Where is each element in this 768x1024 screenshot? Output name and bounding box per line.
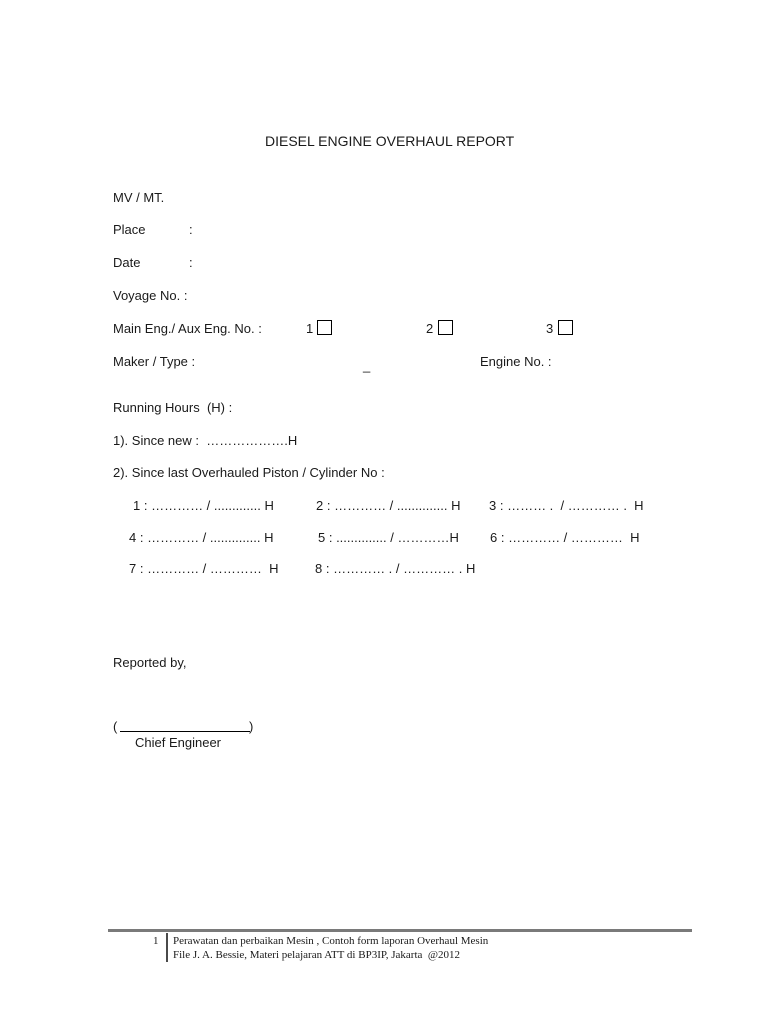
reported-by-label: Reported by, <box>113 655 187 670</box>
main-aux-eng-label: Main Eng./ Aux Eng. No. : <box>113 321 262 336</box>
engine-no-label: Engine No. : <box>480 354 552 369</box>
signature-open-paren: ( <box>113 719 118 734</box>
chief-engineer-label: Chief Engineer <box>135 735 221 750</box>
voyage-no-label: Voyage No. : <box>113 288 188 303</box>
footer-vertical-bar <box>166 933 168 962</box>
place-colon: : <box>189 222 193 237</box>
signature-line <box>120 731 250 732</box>
maker-type-underscore: _ <box>363 358 371 373</box>
footer-line-2: File J. A. Bessie, Materi pelajaran ATT di BP3IP, Jakarta @2012 <box>173 949 461 961</box>
cylinder-8-entry: 8 : ………… . / ………… . H <box>315 561 476 576</box>
date-colon: : <box>189 255 193 270</box>
cylinder-3-entry: 3 : ……… . / ………… . H <box>489 498 644 513</box>
footer-page-number: 1 <box>153 935 159 947</box>
date-label: Date <box>113 255 141 270</box>
footer-line-1: Perawatan dan perbaikan Mesin , Contoh form laporan Overhaul Mesin <box>173 935 489 947</box>
signature-close-paren: ) <box>249 719 254 734</box>
cylinder-1-entry: 1 : ………… / ............. H <box>133 498 274 513</box>
footer-divider <box>108 929 692 932</box>
cylinder-7-entry: 7 : ………… / ………… H <box>129 561 279 576</box>
engine-option-3-checkbox[interactable] <box>558 320 573 335</box>
mv-mt-label: MV / MT. <box>113 190 165 205</box>
since-last-overhaul-line: 2). Since last Overhauled Piston / Cylinder No : <box>113 465 385 480</box>
since-new-line: 1). Since new : ……………….H <box>113 433 298 448</box>
place-label: Place <box>113 222 146 237</box>
maker-type-label: Maker / Type : <box>113 354 196 369</box>
engine-option-2-label: 2 <box>426 321 434 336</box>
engine-option-1-checkbox[interactable] <box>317 320 332 335</box>
engine-option-1-label: 1 <box>306 321 314 336</box>
engine-option-3-label: 3 <box>546 321 554 336</box>
cylinder-4-entry: 4 : ………… / .............. H <box>129 530 274 545</box>
report-title: DIESEL ENGINE OVERHAUL REPORT <box>265 133 515 149</box>
running-hours-heading: Running Hours (H) : <box>113 400 233 415</box>
cylinder-5-entry: 5 : .............. / …………H <box>318 530 459 545</box>
cylinder-2-entry: 2 : ………… / .............. H <box>316 498 461 513</box>
engine-option-2-checkbox[interactable] <box>438 320 453 335</box>
cylinder-6-entry: 6 : ………… / ………… H <box>490 530 640 545</box>
